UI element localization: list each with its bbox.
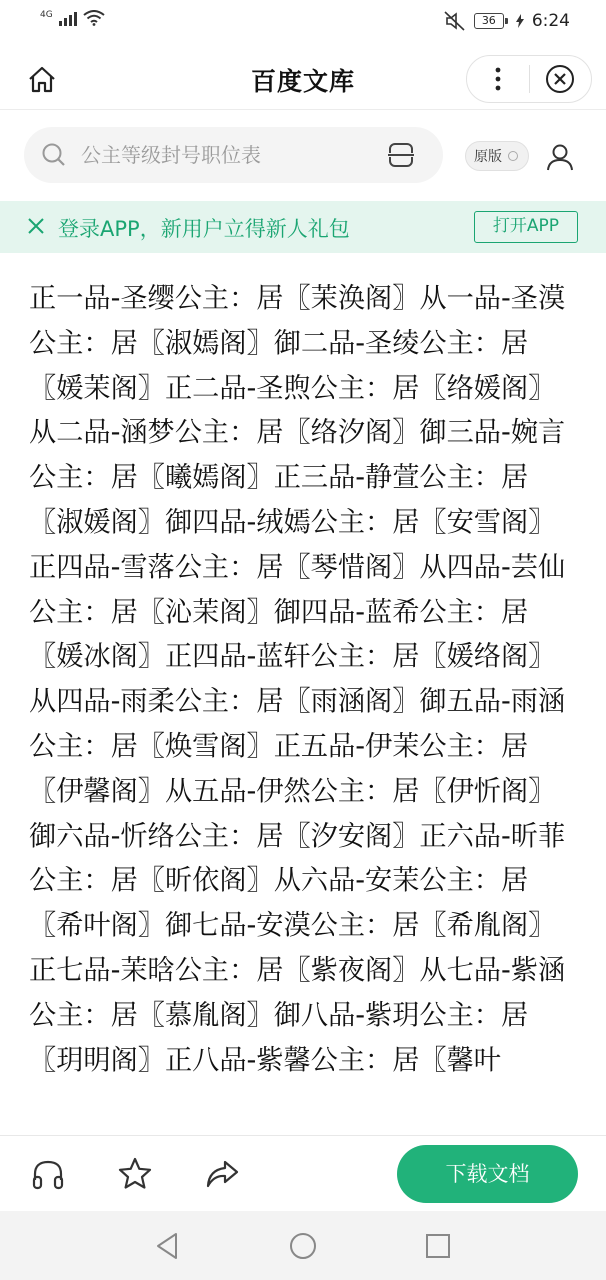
home-nav-icon[interactable] (288, 1231, 318, 1261)
scan-icon[interactable] (387, 141, 415, 169)
search-bar[interactable] (24, 127, 443, 183)
back-icon[interactable] (153, 1231, 183, 1261)
close-circle-icon (545, 64, 575, 94)
toggle-label: 原版 (474, 149, 502, 165)
wifi-icon (83, 10, 105, 26)
star-icon[interactable] (117, 1156, 153, 1192)
battery-icon (474, 13, 508, 29)
app-header (0, 50, 606, 110)
banner-message: 登录APP，新用户立得新人礼包 (58, 217, 350, 241)
system-nav-bar (0, 1211, 606, 1280)
mini-program-capsule (466, 55, 592, 103)
charging-icon (516, 14, 524, 28)
more-vertical-icon (495, 67, 501, 91)
network-type: 4G (40, 10, 53, 20)
status-bar (0, 0, 606, 46)
open-app-button[interactable]: 打开APP (474, 211, 578, 243)
user-icon[interactable] (544, 141, 576, 173)
download-button[interactable]: 下载文档 (397, 1145, 578, 1203)
headphones-icon[interactable] (30, 1156, 66, 1192)
status-right (444, 11, 570, 31)
toggle-knob (508, 151, 518, 161)
close-button[interactable] (529, 56, 591, 102)
share-icon[interactable] (204, 1156, 240, 1192)
page-title: 百度文库 (250, 67, 355, 96)
bottom-toolbar (0, 1135, 606, 1211)
battery-level: 36 (474, 13, 504, 29)
search-icon (41, 142, 67, 168)
status-left (40, 10, 105, 26)
search-input[interactable] (81, 143, 351, 167)
close-banner-icon[interactable] (26, 216, 46, 236)
mute-icon (444, 11, 466, 31)
recents-icon[interactable] (423, 1231, 453, 1261)
clock: 6:24 (531, 11, 570, 31)
more-button[interactable] (467, 56, 529, 102)
original-version-toggle[interactable] (465, 141, 529, 171)
login-banner (0, 201, 606, 253)
document-text: 正一品-圣缨公主：居〖茉涣阁〗从一品-圣漠公主：居〖淑嫣阁〗御二品-圣绫公主：居〖媛茉阁〗正二品-圣煦公主：居〖络媛阁〗从二品-涵梦公主：居〖络汐阁〗御三品-婉言公主：居〖曦嫣阁〗正三品-静萱公主：居〖淑媛阁〗御四品-绒嫣公主：居〖安雪阁〗正四品-雪落公主：居〖琴惜阁〗从四品-芸仙公主：居〖沁茉阁〗御四品-蓝希公主：居〖媛冰阁〗正四品-蓝轩公主：居〖媛络阁〗从四品-雨柔公主：居〖雨涵阁〗御五品-雨涵公主：居〖焕雪阁〗正五品-伊茉公主：居〖伊馨阁〗从五品-伊然公主：居〖伊忻阁〗御六品-忻络公主：居〖汐安阁〗正六品-昕菲公主：居〖昕依阁〗从六品-安茉公主：居〖希叶阁〗御七品-安漠公主：居〖希胤阁〗正七品-茉晗公主：居〖紫夜阁〗从七品-紫涵公主：居〖慕胤阁〗御八品-紫玥公主：居〖玥明阁〗正八品-紫馨公主：居〖馨叶 (29, 283, 566, 1076)
signal-icon (59, 10, 77, 26)
